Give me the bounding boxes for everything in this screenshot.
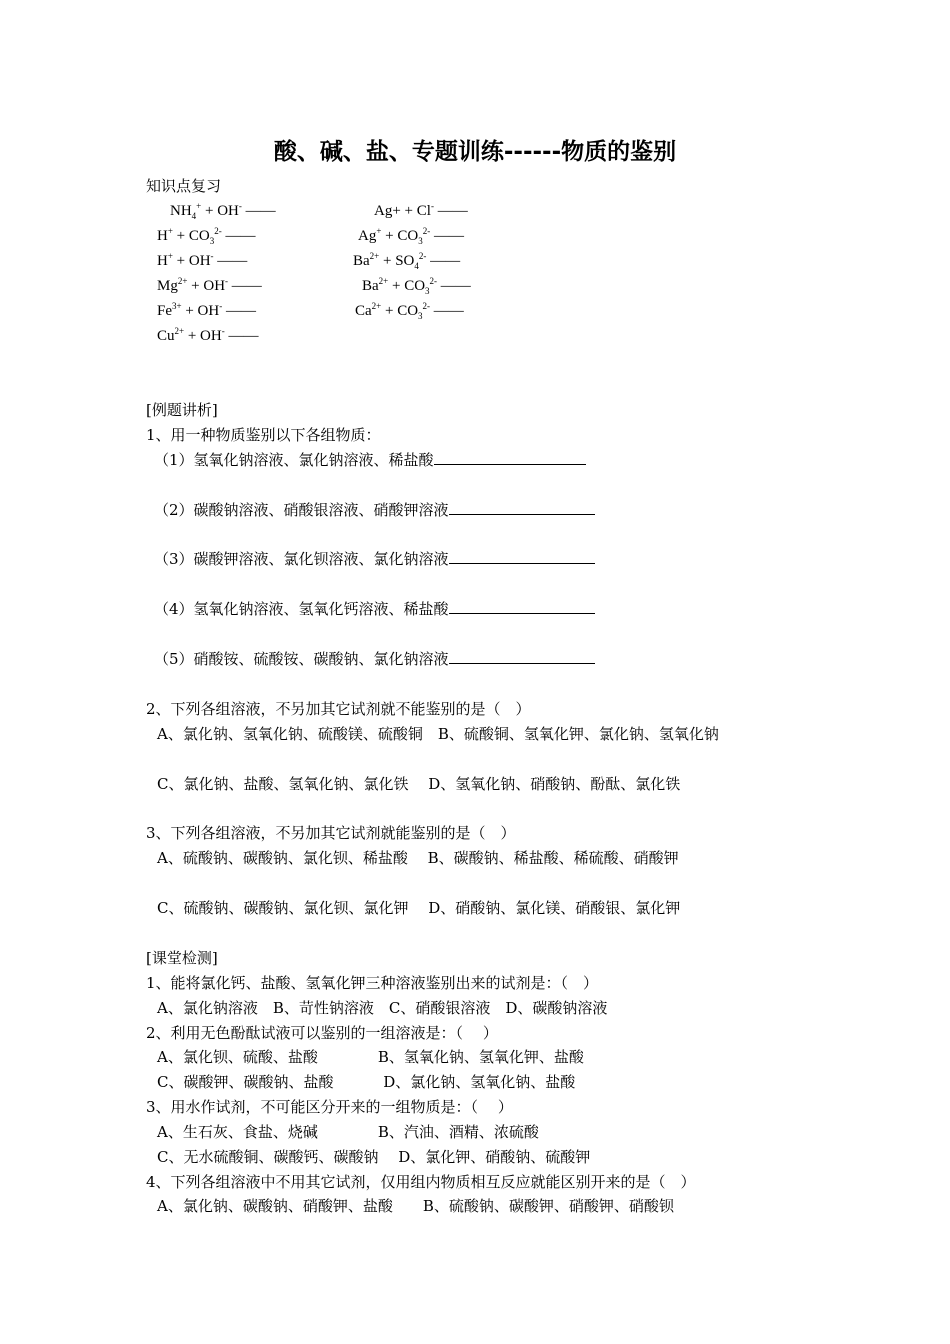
answer-blank[interactable]: [434, 450, 586, 465]
equation-ag-co3: $Ag^+ + CO_3^{2-}$ ——: [358, 226, 464, 246]
example-item-2: （2）碳酸钠溶液、硝酸银溶液、硝酸钾溶液: [154, 500, 595, 520]
example-item-1: （1）氢氧化钠溶液、氯化钠溶液、稀盐酸: [154, 450, 586, 470]
example-question-2-options-ab: A、氯化钠、氢氧化钠、硫酸镁、硫酸铜 B、硫酸铜、氢氧化钾、氯化钠、氢氧化钠: [157, 725, 719, 743]
answer-blank[interactable]: [449, 599, 595, 614]
check-question-1: 1、能将氯化钙、盐酸、氢氧化钾三种溶液鉴别出来的试剂是：（ ）: [146, 974, 599, 992]
example-question-1: 1、用一种物质鉴别以下各组物质：: [146, 426, 381, 444]
equation-mg-oh: $Mg^{2+} + OH^-$ ——: [157, 276, 262, 294]
example-question-3: 3、下列各组溶液，不另加其它试剂就能鉴别的是（ ）: [146, 824, 516, 842]
check-question-1-options: A、氯化钠溶液 B、苛性钠溶液 C、硝酸银溶液 D、碳酸钠溶液: [157, 999, 608, 1017]
equation-h-oh: H+ + OH- ——: [157, 251, 248, 269]
answer-blank[interactable]: [449, 649, 595, 664]
review-heading: 知识点复习: [146, 177, 222, 195]
equation-ba-co3: $Ba^{2+} + CO_3^{2-}$ ——: [362, 276, 471, 296]
example-question-3-options-ab: A、硫酸钠、碳酸钠、氯化钡、稀盐酸 B、碳酸钠、稀盐酸、稀硫酸、硝酸钾: [157, 849, 679, 867]
example-item-5: （5）硝酸铵、硫酸铵、碳酸钠、氯化钠溶液: [154, 649, 595, 669]
check-question-3-options-ab: A、生石灰、食盐、烧碱 B、汽油、酒精、浓硫酸: [157, 1123, 539, 1141]
examples-heading: [例题讲析]: [146, 401, 218, 419]
check-question-2: 2、利用无色酚酞试液可以鉴别的一组溶液是：（ ）: [146, 1024, 498, 1042]
example-item-4: （4）氢氧化钠溶液、氢氧化钙溶液、稀盐酸: [154, 599, 595, 619]
equation-nh4-oh: $NH_4^+ + OH^-$ ——: [170, 201, 276, 221]
equation-fe-oh: $Fe^{3+} + OH^-$ ——: [157, 301, 256, 319]
equation-cu-oh: $Cu^{2+} + OH^-$ ——: [157, 326, 259, 344]
answer-blank[interactable]: [449, 500, 595, 515]
equation-h-co3: $H^+ + CO_3^{2-}$ ——: [157, 226, 256, 246]
example-item-3: （3）碳酸钾溶液、氯化钡溶液、氯化钠溶液: [154, 549, 595, 569]
page-title: 酸、碱、盐、专题训练------物质的鉴别: [273, 139, 677, 165]
check-question-3: 3、用水作试剂，不可能区分开来的一组物质是：（ ）: [146, 1098, 513, 1116]
example-question-2: 2、下列各组溶液，不另加其它试剂就不能鉴别的是（ ）: [146, 700, 531, 718]
equation-ca-co3: $Ca^{2+} + CO_3^{2-}$ ——: [355, 301, 464, 321]
equation-ba-so4: $Ba^{2+} + SO_4^{2-}$ ——: [353, 251, 461, 271]
check-question-3-options-cd: C、无水硫酸铜、碳酸钙、碳酸钠 D、氯化钾、硝酸钠、硫酸钾: [157, 1148, 591, 1166]
check-question-2-options-cd: C、碳酸钾、碳酸钠、盐酸 D、氯化钠、氢氧化钠、盐酸: [157, 1073, 576, 1091]
answer-blank[interactable]: [449, 549, 595, 564]
check-question-2-options-ab: A、氯化钡、硫酸、盐酸 B、氢氧化钠、氢氧化钾、盐酸: [157, 1048, 584, 1066]
example-question-2-options-cd: C、氯化钠、盐酸、氢氧化钠、氯化铁 D、氢氧化钠、硝酸钠、酚酞、氯化铁: [157, 775, 681, 793]
check-question-4: 4、下列各组溶液中不用其它试剂，仅用组内物质相互反应就能区别开来的是（ ）: [146, 1173, 696, 1191]
check-question-4-options-ab: A、氯化钠、碳酸钠、硝酸钾、盐酸 B、硫酸钠、碳酸钾、硝酸钾、硝酸钡: [157, 1197, 674, 1215]
example-question-3-options-cd: C、硫酸钠、碳酸钠、氯化钡、氯化钾 D、硝酸钠、氯化镁、硝酸银、氯化钾: [157, 899, 681, 917]
equation-ag-cl: Ag+ + Cl- ——: [374, 201, 468, 219]
check-heading: [课堂检测]: [146, 949, 218, 967]
